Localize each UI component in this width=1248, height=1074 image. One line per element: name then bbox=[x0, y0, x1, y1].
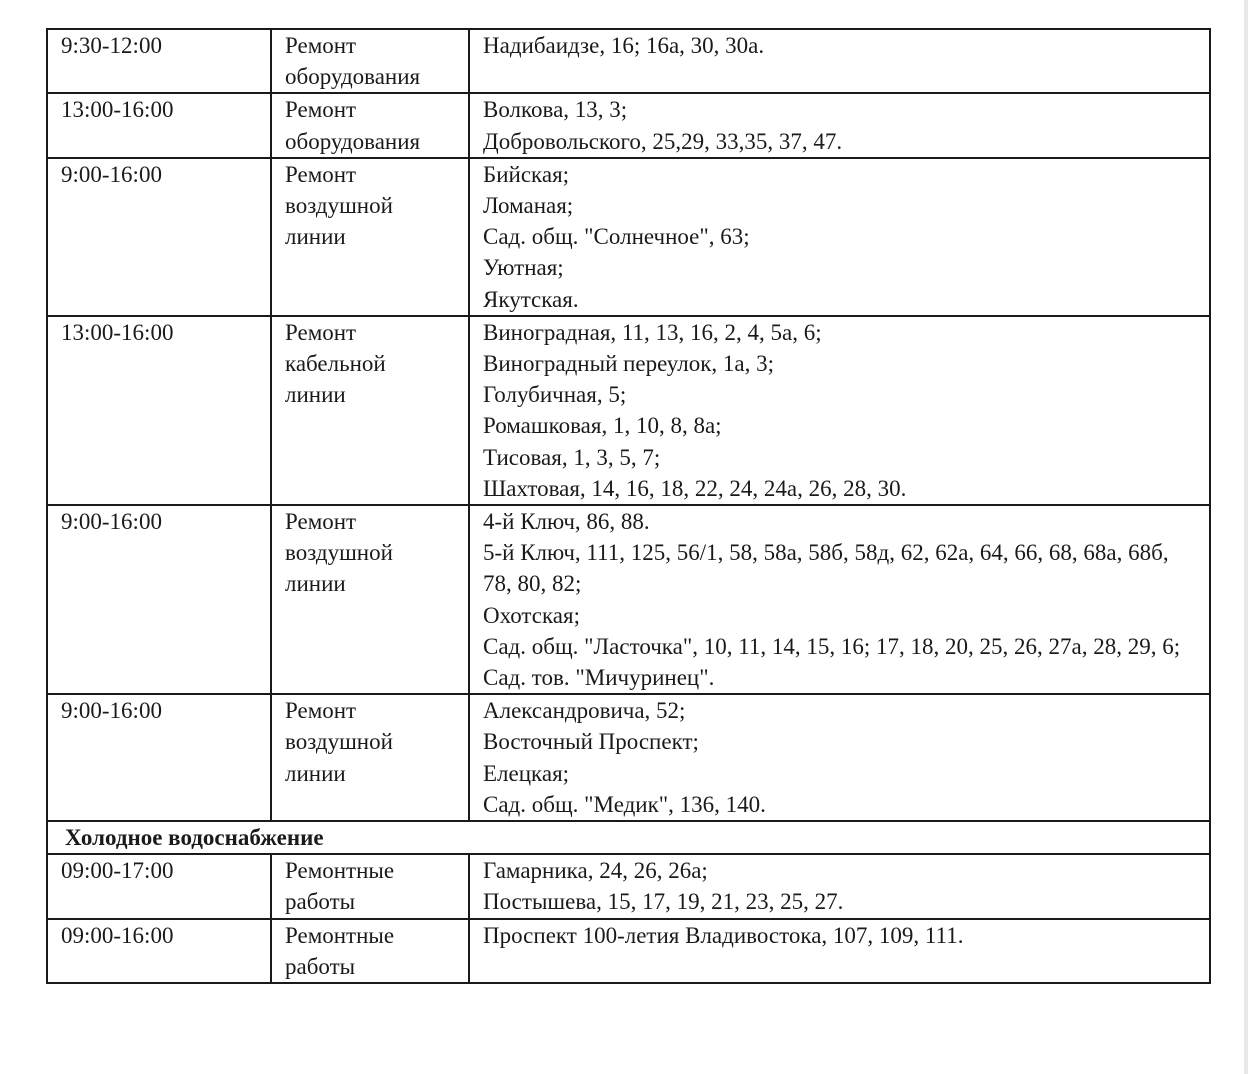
section-title: Холодное водоснабжение bbox=[47, 821, 1210, 854]
work-type-line: Ремонт bbox=[285, 33, 357, 58]
addresses-cell bbox=[469, 694, 1210, 821]
work-type-cell bbox=[271, 505, 469, 694]
address-line: Надибаидзе, 16; 16а, 30, 30а. bbox=[483, 33, 765, 58]
section-row bbox=[47, 821, 1210, 854]
work-type-line: линии bbox=[285, 224, 346, 250]
work-type-line: Ремонт bbox=[285, 161, 357, 187]
time-cell bbox=[47, 694, 271, 821]
outage-schedule-table bbox=[46, 28, 1211, 984]
address-line: 5-й Ключ, 111, 125, 56/1, 58, 58а, 58б, 58д, 62, 62а, 64, 66, 68, 68а, 68б, 78, 80, 82; bbox=[483, 540, 1169, 597]
time-cell bbox=[47, 29, 271, 93]
address-line: Добровольского, 25,29, 33,35, 37, 47. bbox=[483, 128, 843, 154]
work-type-cell bbox=[271, 919, 469, 983]
address-line: Александровича, 52; bbox=[483, 698, 686, 724]
table-row bbox=[47, 505, 1210, 694]
address-line: Якутская. bbox=[483, 286, 579, 312]
work-type-line: оборудования bbox=[285, 64, 421, 90]
work-type-line: Ремонтные bbox=[285, 858, 395, 884]
work-type-line: линии bbox=[285, 571, 346, 597]
addresses-cell bbox=[469, 919, 1210, 983]
table-row bbox=[47, 158, 1210, 316]
address-line: Голубичная, 5; bbox=[483, 382, 627, 408]
work-type-line: работы bbox=[285, 953, 356, 979]
work-type-line: Ремонтные bbox=[285, 922, 395, 948]
work-type-line: воздушной bbox=[285, 540, 393, 566]
address-line: Виноградный переулок, 1а, 3; bbox=[483, 351, 775, 377]
table-row bbox=[47, 93, 1210, 157]
time-cell bbox=[47, 505, 271, 694]
address-line: Сад. общ. "Солнечное", 63; bbox=[483, 224, 750, 250]
time-range: 9:30-12:00 bbox=[61, 33, 162, 58]
address-line: Гамарника, 24, 26, 26а; bbox=[483, 858, 708, 884]
table-row bbox=[47, 854, 1210, 918]
address-line: Бийская; bbox=[483, 161, 570, 187]
address-line: Охотская; bbox=[483, 602, 580, 628]
address-line: Виноградная, 11, 13, 16, 2, 4, 5а, 6; bbox=[483, 319, 822, 345]
address-line: Сад. тов. "Мичуринец". bbox=[483, 665, 715, 691]
work-type-line: работы bbox=[285, 889, 356, 915]
work-type-cell bbox=[271, 93, 469, 157]
addresses-cell bbox=[469, 854, 1210, 918]
work-type-line: оборудования bbox=[285, 128, 421, 154]
time-range: 13:00-16:00 bbox=[61, 319, 174, 345]
work-type-line: линии bbox=[285, 382, 346, 408]
address-line: Елецкая; bbox=[483, 760, 570, 786]
address-line: Волкова, 13, 3; bbox=[483, 97, 628, 123]
time-range: 9:00-16:00 bbox=[61, 509, 162, 535]
work-type-cell bbox=[271, 854, 469, 918]
work-type-line: линии bbox=[285, 760, 346, 786]
time-cell bbox=[47, 158, 271, 316]
addresses-cell bbox=[469, 158, 1210, 316]
page-edge bbox=[1244, 0, 1248, 1074]
address-line: Ломаная; bbox=[483, 193, 574, 219]
address-line: Уютная; bbox=[483, 255, 564, 281]
addresses-cell bbox=[469, 316, 1210, 505]
address-line: Постышева, 15, 17, 19, 21, 23, 25, 27. bbox=[483, 889, 844, 915]
time-cell bbox=[47, 854, 271, 918]
section-header-body bbox=[47, 821, 1210, 854]
address-line: Восточный Проспект; bbox=[483, 729, 699, 755]
schedule-document bbox=[46, 28, 1209, 984]
time-range: 9:00-16:00 bbox=[61, 161, 162, 187]
work-type-line: Ремонт bbox=[285, 509, 357, 535]
addresses-cell bbox=[469, 505, 1210, 694]
address-line: Ромашковая, 1, 10, 8, 8а; bbox=[483, 413, 722, 439]
address-line: Проспект 100-летия Владивостока, 107, 109, 111. bbox=[483, 922, 964, 948]
schedule-body-top bbox=[47, 29, 1210, 821]
work-type-line: кабельной bbox=[285, 351, 386, 377]
address-line: Шахтовая, 14, 16, 18, 22, 24, 24а, 26, 28, 30. bbox=[483, 475, 907, 501]
time-range: 09:00-16:00 bbox=[61, 922, 174, 948]
addresses-cell bbox=[469, 93, 1210, 157]
table-row bbox=[47, 316, 1210, 505]
work-type-line: Ремонт bbox=[285, 319, 357, 345]
address-line: 4-й Ключ, 86, 88. bbox=[483, 509, 650, 535]
work-type-line: воздушной bbox=[285, 193, 393, 219]
table-row bbox=[47, 29, 1210, 93]
table-row bbox=[47, 919, 1210, 983]
schedule-body-bottom bbox=[47, 854, 1210, 983]
table-row bbox=[47, 694, 1210, 821]
work-type-cell bbox=[271, 158, 469, 316]
address-line: Тисовая, 1, 3, 5, 7; bbox=[483, 444, 661, 470]
addresses-cell bbox=[469, 29, 1210, 93]
time-range: 9:00-16:00 bbox=[61, 698, 162, 724]
time-cell bbox=[47, 919, 271, 983]
work-type-cell bbox=[271, 694, 469, 821]
work-type-line: Ремонт bbox=[285, 97, 357, 123]
time-range: 13:00-16:00 bbox=[61, 97, 174, 123]
work-type-cell bbox=[271, 316, 469, 505]
work-type-cell bbox=[271, 29, 469, 93]
time-cell bbox=[47, 93, 271, 157]
time-range: 09:00-17:00 bbox=[61, 858, 174, 884]
address-line: Сад. общ. "Медик", 136, 140. bbox=[483, 791, 766, 817]
work-type-line: воздушной bbox=[285, 729, 393, 755]
address-line: Сад. общ. "Ласточка", 10, 11, 14, 15, 16; 17, 18, 20, 25, 26, 27а, 28, 29, 6; bbox=[483, 633, 1181, 659]
time-cell bbox=[47, 316, 271, 505]
work-type-line: Ремонт bbox=[285, 698, 357, 724]
